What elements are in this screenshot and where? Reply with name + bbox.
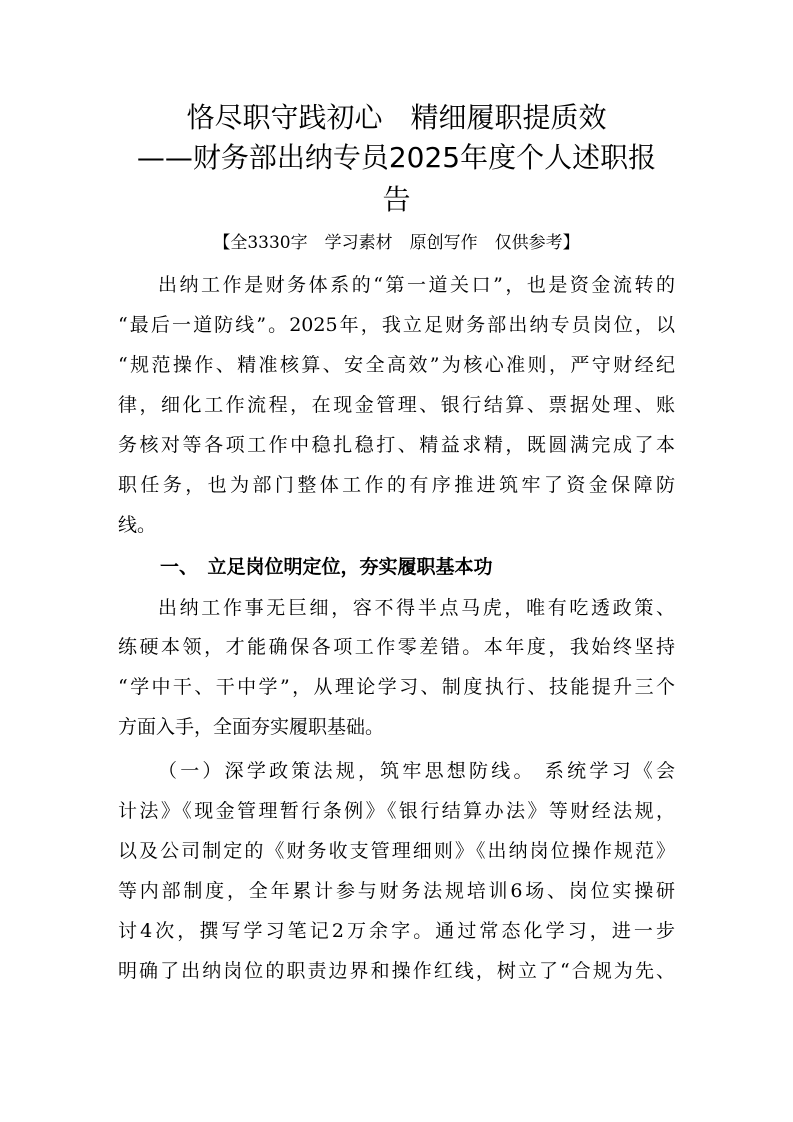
text-line: 务核对等各项工作中稳扎稳打、精益求精，既圆满完成了本 [118, 434, 675, 456]
text-line: “规范操作、精准核算、安全高效”为核心准则，严守财经纪 [118, 354, 675, 376]
text-line: 律，细化工作流程，在现金管理、银行结算、票据处理、账 [118, 394, 675, 416]
document-title-line-1: 恪尽职守践初心 精细履职提质效 [186, 101, 607, 134]
text-line: 线。 [118, 514, 157, 536]
document-subtitle: 【全3330字 学习素材 原创写作 仅供参考】 [213, 233, 580, 253]
section-heading: 一、 立足岗位明定位，夯实履职基本功 [160, 556, 493, 578]
text-line: 出纳工作事无巨细，容不得半点马虎，唯有吃透政策、 [158, 597, 675, 619]
text-line: 以及公司制定的《财务收支管理细则》《出纳岗位操作规范》 [118, 840, 675, 862]
text-line: （一）深学政策法规，筑牢思想防线。 系统学习《会 [158, 760, 675, 782]
text-line: 讨4次，撰写学习笔记2万余字。通过常态化学习，进一步 [118, 920, 675, 942]
text-line: 职任务，也为部门整体工作的有序推进筑牢了资金保障防 [118, 474, 675, 496]
text-line: 练硬本领，才能确保各项工作零差错。本年度，我始终坚持 [118, 636, 675, 658]
text-line: 明确了出纳岗位的职责边界和操作红线，树立了“合规为先、 [118, 960, 675, 982]
text-line: 方面入手，全面夯实履职基础。 [118, 716, 385, 738]
text-line: “最后一道防线”。2025年，我立足财务部出纳专员岗位，以 [118, 314, 675, 336]
text-line: 计法》《现金管理暂行条例》《银行结算办法》等财经法规， [118, 800, 675, 822]
document-title-line-2: ——财务部出纳专员2025年度个人述职报 [136, 141, 657, 174]
text-line: 等内部制度，全年累计参与财务法规培训6场、岗位实操研 [118, 880, 675, 902]
text-line: 出纳工作是财务体系的“第一道关口”，也是资金流转的 [158, 274, 675, 296]
document-title-line-3: 告 [382, 183, 411, 216]
text-line: “学中干、干中学”，从理论学习、制度执行、技能提升三个 [118, 676, 675, 698]
